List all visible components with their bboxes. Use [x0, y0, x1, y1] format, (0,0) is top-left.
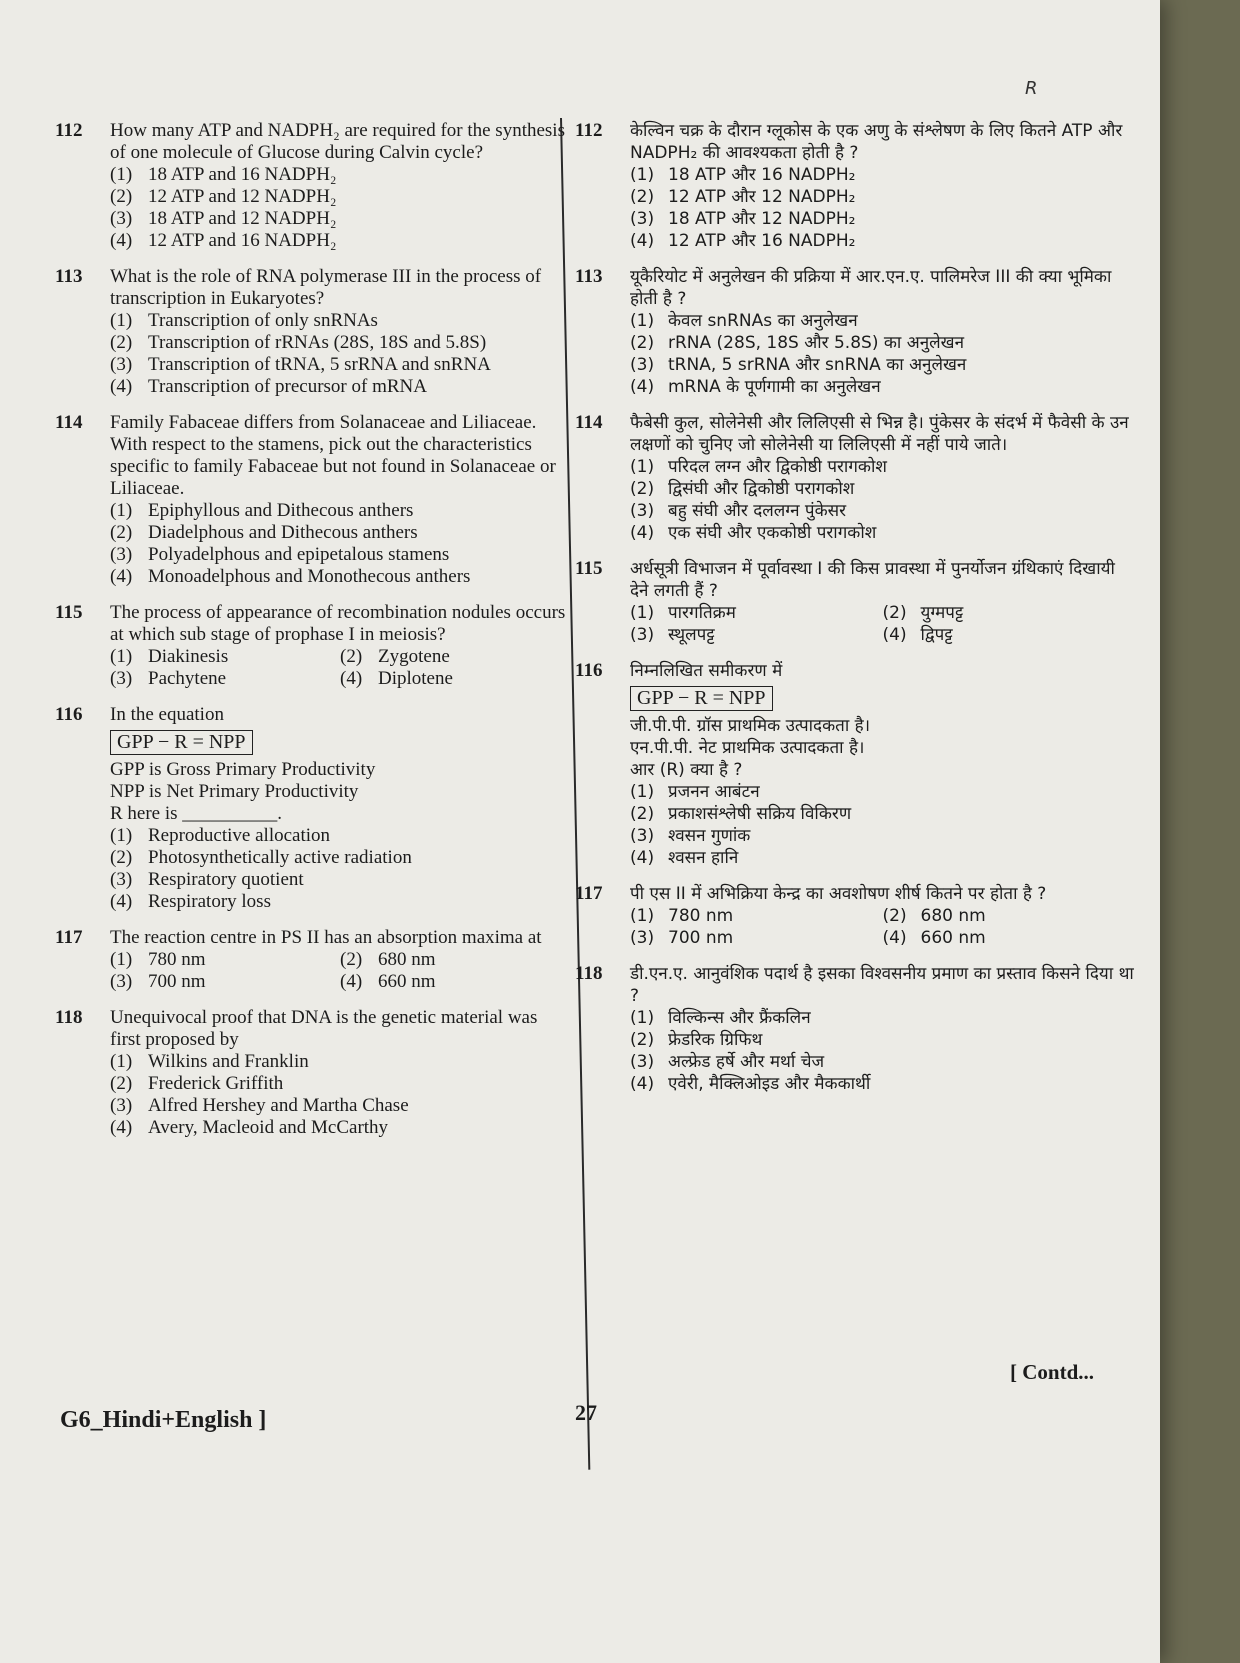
option-number: (1)	[630, 603, 655, 623]
option-number: (3)	[110, 354, 133, 375]
option	[630, 825, 1135, 847]
option	[883, 927, 1136, 949]
option	[630, 208, 1135, 230]
option	[630, 1073, 1135, 1095]
option-text: 12 ATP और 16 NADPH₂	[668, 231, 856, 251]
question-116	[575, 660, 1135, 869]
handwritten-mark: R	[1025, 78, 1038, 99]
option	[630, 624, 883, 646]
option-text: Epiphyllous and Dithecous anthers	[148, 500, 414, 521]
question-117	[575, 883, 1135, 949]
question-text: In the equation	[110, 704, 224, 725]
option	[630, 456, 1135, 478]
question-text: Family Fabaceae differs from Solanaceae and Liliaceae. With respect to the stamens, pick out the characteristics specific to family Fabaceae but not found in Solanaceae or Liliaceae.	[110, 412, 556, 499]
paper-code: G6_Hindi+English ]	[60, 1407, 267, 1433]
option-text: 12 ATP और 12 NADPH₂	[668, 187, 856, 207]
option	[110, 310, 570, 332]
option	[340, 971, 570, 993]
page-number: 27	[575, 1400, 597, 1425]
options-list	[630, 164, 1135, 252]
option	[883, 624, 1136, 646]
question-112	[575, 120, 1135, 252]
option-number: (4)	[110, 1117, 133, 1138]
option	[110, 1073, 570, 1095]
option-text: mRNA के पूर्णगामी का अनुलेखन	[668, 377, 881, 397]
question-number: 112	[575, 120, 603, 141]
options-list	[110, 825, 570, 913]
option-number: (2)	[882, 603, 907, 623]
option	[110, 230, 570, 252]
option-text: Reproductive allocation	[148, 825, 331, 846]
question-text: पी एस II में अभिक्रिया केन्द्र का अवशोषण शीर्ष कितने पर होता है ?	[630, 884, 1047, 904]
option	[630, 803, 1135, 825]
question-number: 114	[55, 412, 83, 433]
option-text: Transcription of only snRNAs	[148, 310, 378, 331]
option-text: Respiratory quotient	[148, 869, 304, 890]
option-number: (4)	[110, 230, 133, 251]
question-114	[575, 412, 1135, 544]
option	[110, 164, 570, 186]
english-column	[55, 120, 570, 1153]
option-text: युग्मपट्ट	[920, 603, 964, 623]
question-number: 114	[575, 412, 603, 433]
option	[630, 927, 883, 949]
option	[630, 1007, 1135, 1029]
option-text: 18 ATP and 16 NADPH₂	[148, 164, 337, 185]
continued-label: [ Contd...	[1010, 1360, 1095, 1384]
option-text: rRNA (28S, 18S और 5.8S) का अनुलेखन	[668, 333, 965, 353]
options-list	[630, 310, 1135, 398]
option	[883, 905, 1136, 927]
option-number: (2)	[340, 646, 363, 667]
question-line: जी.पी.पी. ग्रॉस प्राथमिक उत्पादकता है।	[630, 716, 871, 736]
question-115	[575, 558, 1135, 646]
question-number: 116	[55, 704, 83, 725]
option-number: (1)	[110, 646, 133, 667]
option	[630, 478, 1135, 500]
option	[883, 602, 1136, 624]
equation-box: GPP − R = NPP	[630, 686, 773, 711]
question-number: 117	[575, 883, 603, 904]
option-number: (3)	[630, 1052, 655, 1072]
option-text: Zygotene	[378, 646, 450, 667]
option-number: (3)	[630, 625, 655, 645]
option-text: परिदल लग्न और द्विकोष्ठी परागकोश	[668, 457, 887, 477]
option-text: 780 nm	[668, 906, 734, 926]
option	[110, 186, 570, 208]
option-number: (2)	[882, 906, 907, 926]
option-text: श्वसन हानि	[668, 848, 739, 868]
option-text: द्विपट्ट	[920, 625, 953, 645]
option	[110, 376, 570, 398]
option-number: (1)	[110, 825, 133, 846]
option-text: पारगतिक्रम	[668, 603, 736, 623]
option-number: (4)	[630, 1074, 655, 1094]
question-text: The process of appearance of recombination nodules occurs at which sub stage of prophase I in meiosis?	[110, 602, 566, 645]
question-line: आर (R) क्या है ?	[630, 760, 743, 780]
option-number: (3)	[110, 208, 133, 229]
option	[110, 208, 570, 230]
option-number: (1)	[110, 500, 133, 521]
option-number: (3)	[630, 928, 655, 948]
option-text: फ्रेडरिक ग्रिफिथ	[668, 1030, 763, 1050]
option	[630, 602, 883, 624]
options-list	[110, 164, 570, 252]
option-text: Transcription of tRNA, 5 srRNA and snRNA	[148, 354, 491, 375]
option-text: एवेरी, मैक्लिओइड और मैककार्थी	[668, 1074, 871, 1094]
option-number: (4)	[340, 971, 363, 992]
option-number: (2)	[110, 1073, 133, 1094]
question-114	[55, 412, 570, 588]
options-list	[110, 1051, 570, 1139]
option	[110, 354, 570, 376]
options-list	[110, 949, 570, 993]
option	[110, 1051, 570, 1073]
option	[340, 949, 570, 971]
question-text: अर्धसूत्री विभाजन में पूर्वावस्था I की किस प्रावस्था में पुनर्योजन ग्रंथिकाएं दिखायी देने लगती हैं ?	[630, 559, 1115, 601]
option-text: द्विसंघी और द्विकोष्ठी परागकोश	[668, 479, 855, 499]
option-text: Transcription of precursor of mRNA	[148, 376, 427, 397]
option-number: (4)	[630, 848, 655, 868]
option-number: (2)	[110, 332, 133, 353]
hindi-column	[575, 120, 1135, 1109]
question-line: NPP is Net Primary Productivity	[110, 781, 359, 802]
option-text: Alfred Hershey and Martha Chase	[148, 1095, 409, 1116]
option	[110, 847, 570, 869]
question-number: 113	[575, 266, 603, 287]
question-text: केल्विन चक्र के दौरान ग्लूकोस के एक अणु के संश्लेषण के लिए कितने ATP और NADPH₂ की आवश्यकता होती है ?	[630, 121, 1123, 163]
option	[630, 164, 1135, 186]
option	[630, 781, 1135, 803]
question-line: GPP is Gross Primary Productivity	[110, 759, 376, 780]
option-text: प्रकाशसंश्लेषी सक्रिय विकिरण	[668, 804, 852, 824]
option	[110, 500, 570, 522]
question-number: 118	[575, 963, 603, 984]
option-number: (3)	[630, 826, 655, 846]
question-number: 118	[55, 1007, 83, 1028]
option-number: (2)	[630, 479, 655, 499]
option-text: 18 ATP और 16 NADPH₂	[668, 165, 856, 185]
option-text: Avery, Macleoid and McCarthy	[148, 1117, 389, 1138]
question-text: निम्नलिखित समीकरण में	[630, 661, 783, 681]
option-text: Monoadelphous and Monothecous anthers	[148, 566, 471, 587]
option-text: 12 ATP and 12 NADPH₂	[148, 186, 337, 207]
option	[630, 500, 1135, 522]
question-number: 116	[575, 660, 603, 681]
question-118	[55, 1007, 570, 1139]
option-number: (3)	[110, 971, 133, 992]
option-number: (2)	[630, 187, 655, 207]
option-number: (3)	[630, 355, 655, 375]
option-text: Transcription of rRNAs (28S, 18S and 5.8S)	[148, 332, 487, 353]
option-number: (4)	[630, 231, 655, 251]
option-number: (2)	[110, 522, 133, 543]
option-text: tRNA, 5 srRNA और snRNA का अनुलेखन	[668, 355, 967, 375]
option	[110, 1117, 570, 1139]
option-number: (2)	[630, 1030, 655, 1050]
option-number: (3)	[110, 1095, 133, 1116]
question-number: 113	[55, 266, 83, 287]
option	[630, 332, 1135, 354]
option-number: (3)	[630, 501, 655, 521]
option-number: (2)	[110, 847, 133, 868]
option-number: (3)	[110, 544, 133, 565]
question-113	[575, 266, 1135, 398]
option-text: एक संघी और एककोष्ठी परागकोश	[668, 523, 877, 543]
option-text: 700 nm	[668, 928, 734, 948]
option-text: Polyadelphous and epipetalous stamens	[148, 544, 450, 565]
option-number: (1)	[630, 457, 655, 477]
option-number: (2)	[630, 804, 655, 824]
option	[630, 847, 1135, 869]
option-text: प्रजनन आबंटन	[668, 782, 760, 802]
option-text: 660 nm	[920, 928, 986, 948]
option-number: (1)	[110, 1051, 133, 1072]
question-112	[55, 120, 570, 252]
option	[630, 186, 1135, 208]
option	[110, 522, 570, 544]
options-list	[630, 456, 1135, 544]
question-text: What is the role of RNA polymerase III in the process of transcription in Eukaryotes?	[110, 266, 542, 309]
question-line: R here is __________.	[110, 803, 283, 824]
option	[630, 905, 883, 927]
option-number: (1)	[110, 310, 133, 331]
option	[110, 544, 570, 566]
option-number: (1)	[630, 906, 655, 926]
option-number: (2)	[340, 949, 363, 970]
option-number: (1)	[630, 165, 655, 185]
option-number: (3)	[630, 209, 655, 229]
option-number: (4)	[630, 523, 655, 543]
options-list	[630, 602, 1135, 646]
option-number: (1)	[110, 949, 133, 970]
options-list	[630, 905, 1135, 949]
question-number: 115	[575, 558, 603, 579]
option	[630, 230, 1135, 252]
option	[630, 1029, 1135, 1051]
option-text: Respiratory loss	[148, 891, 271, 912]
option-number: (4)	[630, 377, 655, 397]
option-number: (2)	[110, 186, 133, 207]
option	[110, 891, 570, 913]
option-text: 780 nm	[148, 949, 206, 970]
option-text: अल्फ्रेड हर्षे और मर्था चेज	[668, 1052, 825, 1072]
option	[110, 332, 570, 354]
option	[110, 646, 340, 668]
option-number: (4)	[882, 625, 907, 645]
option-text: 700 nm	[148, 971, 206, 992]
option-text: केवल snRNAs का अनुलेखन	[668, 311, 858, 331]
option	[110, 668, 340, 690]
option-text: 18 ATP and 12 NADPH₂	[148, 208, 337, 229]
question-text: डी.एन.ए. आनुवंशिक पदार्थ है इसका विश्वसनीय प्रमाण का प्रस्ताव किसने दिया था ?	[630, 964, 1134, 1006]
option	[630, 310, 1135, 332]
option-text: स्थूलपट्ट	[668, 625, 715, 645]
option-text: 680 nm	[920, 906, 986, 926]
option	[110, 949, 340, 971]
option-text: 12 ATP and 16 NADPH₂	[148, 230, 337, 251]
question-line: एन.पी.पी. नेट प्राथमिक उत्पादकता है।	[630, 738, 865, 758]
option-text: Frederick Griffith	[148, 1073, 284, 1094]
option-text: Pachytene	[148, 668, 227, 689]
options-list	[630, 781, 1135, 869]
option-text: Wilkins and Franklin	[148, 1051, 309, 1072]
question-text: फैबेसी कुल, सोलेनेसी और लिलिएसी से भिन्न है। पुंकेसर के संदर्भ में फैवेसी के उन लक्षणों को चुनिए जो सोलेनेसी या लिलिएसी में नहीं पाये जाते।	[630, 413, 1129, 455]
option-number: (2)	[630, 333, 655, 353]
option-number: (4)	[340, 668, 363, 689]
option-number: (1)	[630, 1008, 655, 1028]
option-text: 18 ATP और 12 NADPH₂	[668, 209, 856, 229]
option-text: विल्किन्स और फ्रैंकलिन	[668, 1008, 811, 1028]
option	[110, 566, 570, 588]
question-text: The reaction centre in PS II has an absorption maxima at	[110, 927, 542, 948]
equation-box: GPP − R = NPP	[110, 730, 253, 755]
option-number: (1)	[110, 164, 133, 185]
option-text: श्वसन गुणांक	[668, 826, 751, 846]
question-text: यूकैरियोट में अनुलेखन की प्रक्रिया में आर.एन.ए. पालिमरेज III की क्या भूमिका होती है ?	[630, 267, 1112, 309]
option	[340, 668, 570, 690]
option-number: (3)	[110, 668, 133, 689]
option-number: (4)	[110, 376, 133, 397]
question-116	[55, 704, 570, 913]
option	[630, 1051, 1135, 1073]
question-117	[55, 927, 570, 993]
option	[110, 869, 570, 891]
question-118	[575, 963, 1135, 1095]
options-list	[110, 500, 570, 588]
option	[630, 522, 1135, 544]
option	[110, 971, 340, 993]
option-number: (4)	[110, 891, 133, 912]
option-text: Diplotene	[378, 668, 453, 689]
option-text: Photosynthetically active radiation	[148, 847, 412, 868]
question-number: 112	[55, 120, 83, 141]
option	[110, 825, 570, 847]
option-text: 680 nm	[378, 949, 436, 970]
option	[630, 376, 1135, 398]
question-115	[55, 602, 570, 690]
option-text: Diakinesis	[148, 646, 229, 667]
question-number: 115	[55, 602, 83, 623]
option-number: (1)	[630, 311, 655, 331]
question-text: How many ATP and NADPH₂ are required for the synthesis of one molecule of Glucose during Calvin cycle?	[110, 120, 565, 163]
option	[110, 1095, 570, 1117]
options-list	[110, 646, 570, 690]
option-number: (1)	[630, 782, 655, 802]
question-text: Unequivocal proof that DNA is the genetic material was first proposed by	[110, 1007, 538, 1050]
option-number: (4)	[882, 928, 907, 948]
option-number: (3)	[110, 869, 133, 890]
option-text: 660 nm	[378, 971, 436, 992]
question-113	[55, 266, 570, 398]
question-number: 117	[55, 927, 83, 948]
options-list	[110, 310, 570, 398]
option-number: (4)	[110, 566, 133, 587]
option	[630, 354, 1135, 376]
option	[340, 646, 570, 668]
option-text: Diadelphous and Dithecous anthers	[148, 522, 418, 543]
options-list	[630, 1007, 1135, 1095]
option-text: बहु संघी और दललग्न पुंकेसर	[668, 501, 847, 521]
